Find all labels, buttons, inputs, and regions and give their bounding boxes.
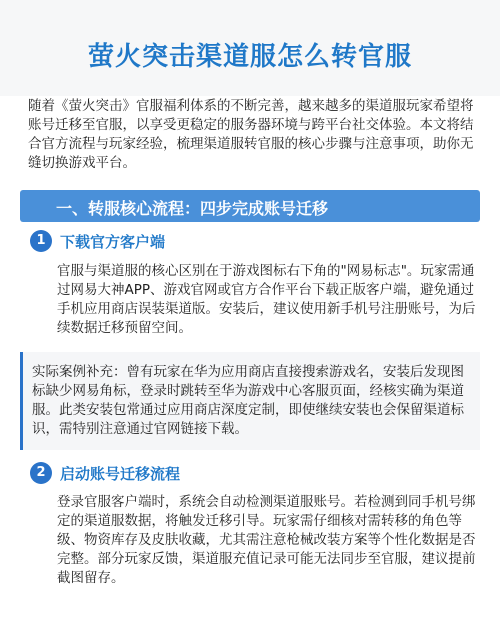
callout-text: 实际案例补充：曾有玩家在华为应用商店直接搜索游戏名，安装后发现图标缺少网易角标，登录时跳转至华为游戏中心客服页面，经核实确为渠道服。此类安装包常通过应用商店深度定制，即使继续安装也会保留渠道标识，需特别注意通过官网链接下载。 [32,364,464,437]
step-1-title: 下载官方客户端 [60,233,166,251]
step-1-number-badge: 1 [30,230,52,252]
page-title: 萤火突击渠道服怎么转官服 [87,42,412,72]
title-banner [0,0,500,96]
case-callout [20,352,480,450]
step-1-body: 官服与渠道服的核心区别在于游戏图标右下角的"网易标志"。玩家需通过网易大神APP、游戏官网或官方合作平台下载正版客户端，避免通过手机应用商店误装渠道版。安装后，建议使用新手机号注册账号，为后续数据迁移预留空间。 [57,263,476,336]
intro-paragraph: 随着《萤火突击》官服福利体系的不断完善，越来越多的渠道服玩家希望将账号迁移至官服，以享受更稳定的服务器环境与跨平台社交体验。本文将结合官方流程与玩家经验，梳理渠道服转官服的核心步骤与注意事项，助你无缝切换游戏平台。 [28,98,474,171]
step-2-number-badge: 2 [30,462,52,484]
step-2-body: 登录官服客户端时，系统会自动检测渠道服账号。若检测到同手机号绑定的渠道服数据，将触发迁移引导。玩家需仔细核对需转移的角色等级、物资库存及皮肤收藏，尤其需注意枪械改装方案等个性化数据是否完整。部分玩家反馈，渠道服充值记录可能无法同步至官服，建议提前截图留存。 [57,494,476,586]
step-1-header [22,226,478,256]
step-2-title: 启动账号迁移流程 [60,465,181,483]
section-header [20,190,480,222]
section-heading: 一、转服核心流程：四步完成账号迁移 [56,199,329,218]
step-2-header [22,458,478,488]
